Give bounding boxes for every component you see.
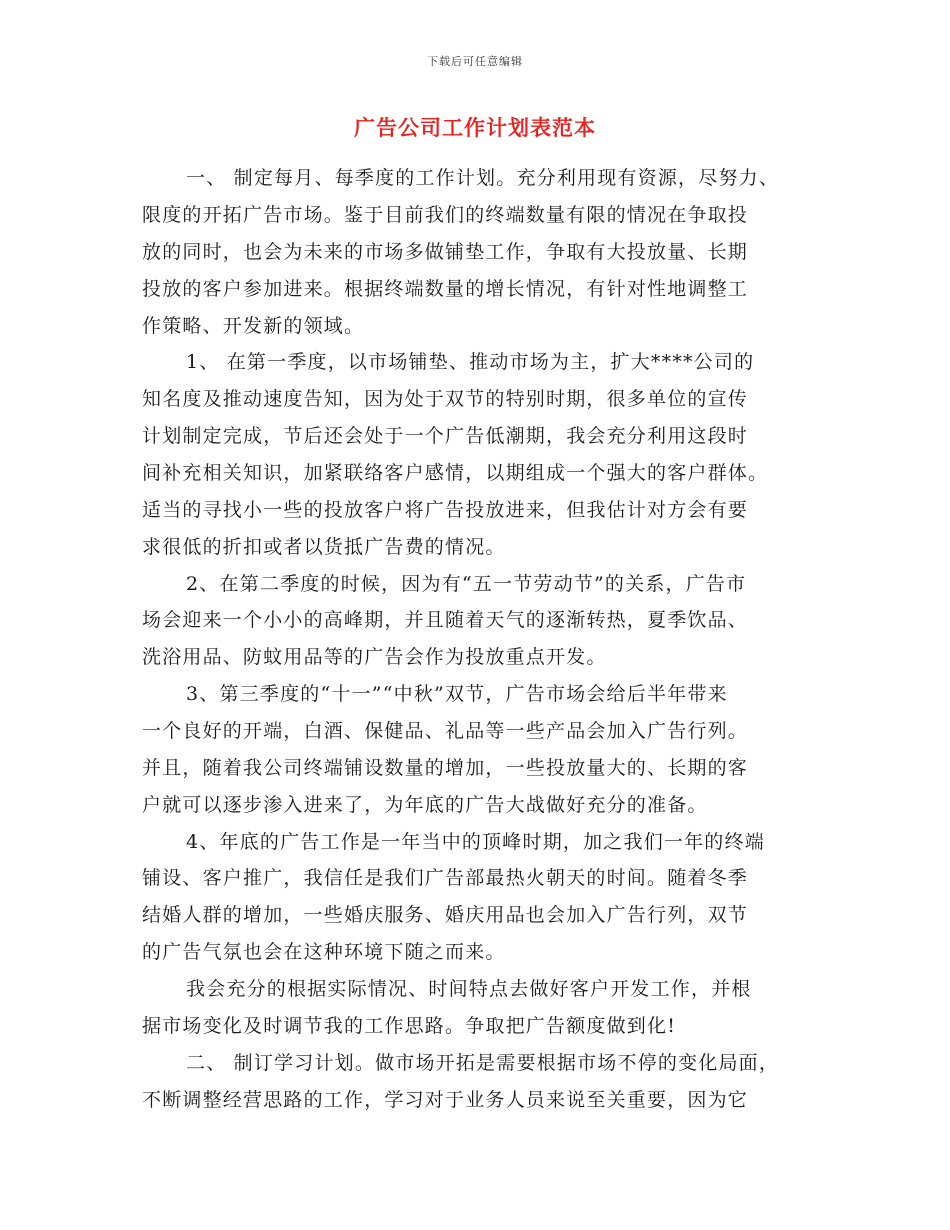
- text-line: 一个良好的开端，白酒、保健品、礼品等一些产品会加入广告行列。: [142, 720, 749, 742]
- document-title: 广告公司工作计划表范本: [354, 115, 596, 140]
- text-line: 4、年底的广告工作是一年当中的顶峰时期，加之我们一年的终端: [186, 831, 765, 853]
- text-line: 一、 制定每月、每季度的工作计划。充分利用现有资源，尽努力、: [186, 167, 780, 189]
- text-line: 的广告气氛也会在这种环境下随之而来。: [142, 941, 506, 963]
- text-line: 适当的寻找小一些的投放客户将广告投放进来，但我估计对方会有要: [142, 499, 749, 521]
- text-line: 结婚人群的增加，一些婚庆服务、婚庆用品也会加入广告行列，双节: [142, 904, 749, 926]
- text-line: 2、在第二季度的时候，因为有“五一节劳动节”的关系，广告市: [186, 573, 747, 595]
- text-line: 我会充分的根据实际情况、时间特点去做好客户开发工作，并根: [186, 978, 752, 1000]
- text-line: 场会迎来一个小小的高峰期，并且随着天气的逐渐转热，夏季饮品、: [142, 609, 749, 631]
- text-line: 3、第三季度的“十一”“中秋”双节，广告市场会给后半年带来: [186, 683, 728, 705]
- text-line: 户就可以逐步渗入进来了，为年底的广告大战做好充分的准备。: [142, 794, 708, 816]
- text-line: 并且，随着我公司终端铺设数量的增加，一些投放量大的、长期的客: [142, 757, 749, 779]
- text-line: 铺设、客户推广，我信任是我们广告部最热火朝天的时间。随着冬季: [142, 867, 749, 889]
- text-line: 1、 在第一季度，以市场铺垫、推动市场为主，扩大****公司的: [186, 351, 755, 373]
- text-line: 据市场变化及时调节我的工作思路。争取把广告额度做到化!: [142, 1015, 677, 1037]
- header-note: 下载后可任意编辑: [427, 55, 523, 68]
- text-line: 间补充相关知识，加紧联络客户感情，以期组成一个强大的客户群体。: [142, 462, 769, 484]
- text-line: 限度的开拓广告市场。鉴于目前我们的终端数量有限的情况在争取投: [142, 204, 749, 226]
- text-line: 计划制定完成，节后还会处于一个广告低潮期，我会充分利用这段时: [142, 425, 749, 447]
- text-line: 作策略、开发新的领域。: [142, 315, 365, 337]
- text-line: 二、 制订学习计划。做市场开拓是需要根据市场不停的变化局面，: [186, 1052, 780, 1074]
- text-line: 洗浴用品、防蚊用品等的广告会作为投放重点开发。: [142, 646, 607, 668]
- text-line: 投放的客户参加进来。根据终端数量的增长情况，有针对性地调整工: [142, 278, 749, 300]
- text-line: 放的同时，也会为未来的市场多做铺垫工作，争取有大投放量、长期: [142, 241, 749, 263]
- text-line: 求很低的折扣或者以货抵广告费的情况。: [142, 536, 506, 558]
- text-line: 知名度及推动速度告知，因为处于双节的特别时期，很多单位的宣传: [142, 388, 749, 410]
- text-line: 不断调整经营思路的工作，学习对于业务人员来说至关重要，因为它: [142, 1089, 749, 1111]
